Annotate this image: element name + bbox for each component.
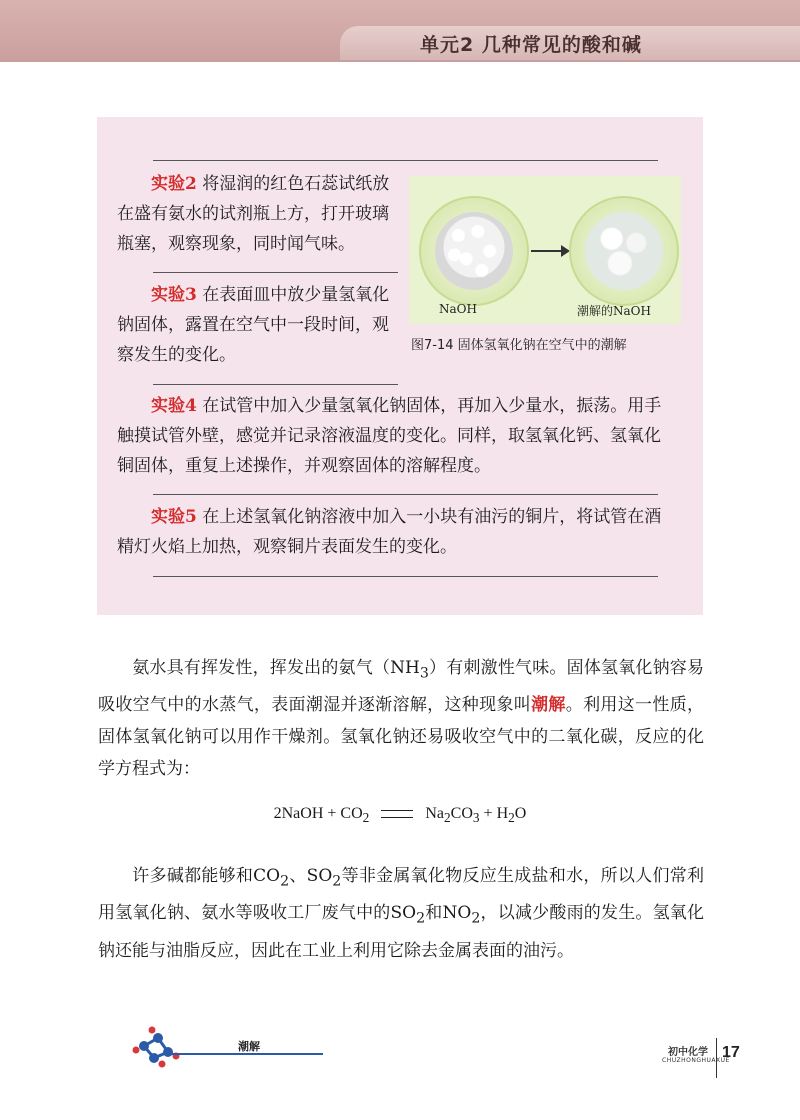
subscript: 2: [332, 873, 342, 890]
deliquesced-naoh: [583, 210, 665, 292]
experiment-text-line: 在试管中加入少量氢氧化钠固体，再加入少量水，振荡。用手: [202, 396, 662, 416]
subscript: 2: [508, 810, 515, 826]
experiment-text-line: 在上述氢氧化钠溶液中加入一小块有油污的铜片，将试管在酒: [202, 507, 662, 527]
equation-rhs: CO: [450, 805, 473, 822]
paragraph-text: 。利用这一性质，固体氢氧化钠可以用作干燥剂。氢氧化钠还易吸收空气中的二氧化碳，反应的化学方程式为：: [98, 695, 705, 780]
equation-rhs: Na: [425, 805, 444, 822]
experiment-label: 实验5: [151, 507, 197, 527]
naoh-pellets: [435, 212, 513, 290]
paragraph-text: 许多碱都能够和CO: [132, 866, 281, 886]
experiment-text-line: 在表面皿中放少量氢氧化: [202, 285, 390, 305]
subscript: 2: [362, 810, 370, 826]
experiment-3: [117, 280, 407, 370]
paragraph-text: 和NO: [425, 903, 472, 924]
figure-caption: 图7-14 固体氢氧化钠在空气中的潮解: [411, 338, 627, 353]
experiment-text-line: 精灯火焰上加热，观察铜片表面发生的变化。: [117, 537, 457, 557]
subscript: 3: [419, 665, 429, 682]
experiment-text-line: 在盛有氨水的试剂瓶上方，打开玻璃: [117, 204, 389, 224]
paragraph-text: 、SO: [289, 866, 333, 886]
experiment-label: 实验2: [151, 174, 197, 194]
figure-photo: [409, 176, 681, 324]
paragraph-text: ，以减少酸雨的发生。氢氧化钠还能与油脂反应，因此在工业上利用它除去金属表面的油污。: [98, 903, 705, 961]
experiment-text-line: 铜固体，重复上述操作，并观察固体的溶解程度。: [117, 456, 491, 476]
divider-rule: [153, 494, 658, 495]
divider-rule: [153, 272, 398, 273]
paragraph-text: ）有刺激性气味。固体氢氧化钠容易吸收空气中的水蒸气，表面潮湿并逐渐溶解，这种现象叫: [98, 658, 704, 716]
experiment-label: 实验3: [151, 285, 197, 305]
footer-subject: 初中化学: [668, 1047, 708, 1058]
paragraph-text: 氨水具有挥发性，挥发出的氨气（NH: [132, 658, 420, 678]
experiment-label: 实验4: [151, 396, 197, 416]
experiment-5: [117, 502, 697, 562]
divider-rule: [153, 576, 658, 577]
experiment-text-line: 触摸试管外壁，感觉并记录溶液温度的变化。同样，取氢氧化钙、氢氧化: [117, 426, 661, 446]
petri-dish-left: [419, 196, 529, 306]
paragraph-bases: [98, 860, 704, 967]
footer-divider: [716, 1038, 717, 1078]
figure-right-label: 潮解的NaOH: [577, 304, 651, 318]
experiment-4: [117, 391, 697, 481]
petri-dish-right: [569, 196, 679, 306]
divider-rule: [153, 160, 658, 161]
equation-lhs: 2NaOH + CO: [273, 805, 363, 822]
subscript: 2: [416, 910, 426, 927]
subscript: 3: [472, 810, 480, 826]
arrow-line: [531, 250, 565, 252]
divider-rule: [153, 384, 398, 385]
footer-pinyin: CHUZHONGHUAXUE: [662, 1057, 730, 1064]
experiment-text-line: 钠固体，露置在空气中一段时间，观: [117, 315, 389, 335]
experiment-2: [117, 169, 407, 259]
subscript: 2: [280, 873, 290, 890]
subscript: 2: [443, 810, 451, 826]
paragraph-text: 等非金属氧化物反应生成盐和水，所以人们常利用氢氧化钠、氨水等吸收工厂废气中的SO: [98, 866, 705, 924]
subscript: 2: [471, 910, 481, 927]
equation-rhs: O: [514, 805, 527, 822]
page-number: 17: [722, 1044, 740, 1061]
footer-keyword: 潮解: [238, 1040, 260, 1053]
paragraph-deliquescence: [98, 652, 704, 785]
experiment-text-line: 将湿润的红色石蕊试纸放: [202, 174, 390, 194]
equation-rhs: + H: [479, 805, 509, 822]
chemical-equation: [0, 805, 800, 826]
equals-sign-icon: [381, 810, 413, 818]
keyword-highlight: 潮解: [531, 695, 566, 716]
footer-line: [170, 1053, 323, 1055]
experiment-text-line: 瓶塞，观察现象，同时闻气味。: [117, 234, 355, 254]
experiment-text-line: 察发生的变化。: [117, 345, 236, 365]
unit-title: 单元2 几种常见的酸和碱: [420, 34, 642, 56]
figure-left-label: NaOH: [439, 302, 477, 316]
molecule-icon: [132, 1026, 182, 1068]
